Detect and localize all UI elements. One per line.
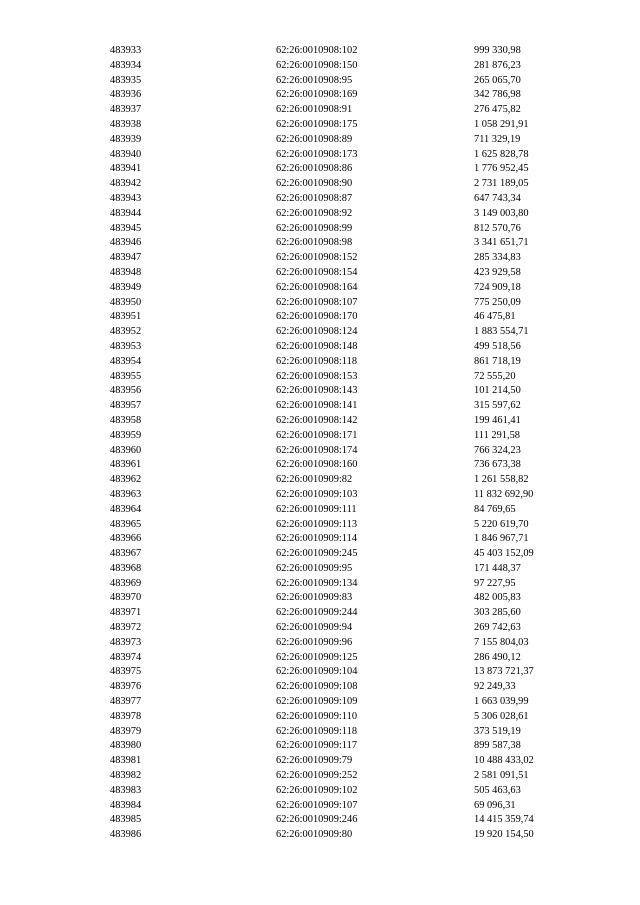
row-number: 483982 — [110, 770, 142, 782]
cadastral-value: 711 329,19 — [474, 133, 521, 145]
row-number: 483964 — [110, 503, 142, 515]
cadastral-number: 62:26:0010908:102 — [276, 45, 358, 56]
table-row — [110, 606, 584, 621]
table-row — [110, 532, 584, 547]
cadastral-value: 92 249,33 — [474, 681, 516, 693]
row-number: 483971 — [110, 607, 142, 619]
cadastral-value: 1 776 952,45 — [474, 163, 529, 175]
table-row — [110, 503, 584, 518]
table-row — [110, 399, 584, 414]
table-row — [110, 236, 584, 251]
cadastral-number: 62:26:0010908:142 — [276, 414, 358, 426]
row-number: 483963 — [110, 488, 142, 500]
row-number: 483961 — [110, 459, 142, 471]
cadastral-number: 62:26:0010908:118 — [276, 355, 358, 367]
table-row — [110, 591, 584, 606]
cadastral-number: 62:26:0010908:170 — [276, 311, 358, 323]
cadastral-number: 62:26:0010909:118 — [276, 725, 358, 737]
row-number: 483974 — [110, 651, 142, 663]
row-number: 483935 — [110, 74, 142, 86]
table-row — [110, 813, 584, 828]
cadastral-value: 13 873 721,37 — [474, 666, 534, 678]
cadastral-value: 499 518,56 — [474, 340, 521, 352]
row-number: 483944 — [110, 207, 142, 219]
cadastral-number: 62:26:0010908:87 — [276, 192, 353, 204]
row-number: 483952 — [110, 326, 142, 338]
row-number: 483934 — [110, 59, 142, 71]
cadastral-value: 861 718,19 — [474, 355, 521, 367]
row-number: 483941 — [110, 163, 142, 175]
row-number: 483978 — [110, 710, 142, 722]
cadastral-value: 736 673,38 — [474, 459, 521, 471]
cadastral-number: 62:26:0010908:164 — [276, 281, 358, 293]
cadastral-number: 62:26:0010908:154 — [276, 266, 358, 278]
cadastral-number: 62:26:0010909:111 — [276, 503, 357, 515]
row-number: 483965 — [110, 518, 142, 530]
table-row — [110, 725, 584, 740]
row-number: 483943 — [110, 192, 142, 204]
cadastral-value: 342 786,98 — [474, 89, 521, 101]
table-row — [110, 177, 584, 192]
cadastral-value: 812 570,76 — [474, 222, 521, 234]
table-row — [110, 799, 584, 814]
table-row — [110, 828, 584, 843]
cadastral-value: 281 876,23 — [474, 59, 521, 71]
table-row — [110, 340, 584, 355]
table-row — [110, 44, 584, 59]
table-row — [110, 148, 584, 163]
table-row — [110, 103, 584, 118]
table-row — [110, 370, 584, 385]
cadastral-number: 62:26:0010908:92 — [276, 207, 353, 219]
cadastral-value: 482 005,83 — [474, 592, 521, 604]
cadastral-number: 62:26:0010909:245 — [276, 548, 358, 560]
cadastral-value: 1 625 828,78 — [474, 148, 529, 160]
table-row — [110, 266, 584, 281]
cadastral-value: 724 909,18 — [474, 281, 521, 293]
table-row — [110, 74, 584, 89]
cadastral-number: 62:26:0010909:94 — [276, 622, 353, 634]
cadastral-number: 62:26:0010909:134 — [276, 577, 358, 589]
row-number: 483939 — [110, 133, 142, 145]
cadastral-value: 11 832 692,90 — [474, 488, 534, 500]
cadastral-value: 1 058 291,91 — [474, 118, 529, 130]
table-row — [110, 547, 584, 562]
row-number: 483969 — [110, 577, 142, 589]
cadastral-value: 2 581 091,51 — [474, 770, 529, 782]
table-row — [110, 88, 584, 103]
table-row — [110, 769, 584, 784]
row-number: 483981 — [110, 755, 142, 767]
cadastral-number: 62:26:0010908:148 — [276, 340, 358, 352]
cadastral-value: 1 883 554,71 — [474, 326, 529, 338]
cadastral-number: 62:26:0010908:107 — [276, 296, 358, 308]
cadastral-value: 999 330,98 — [474, 45, 521, 56]
cadastral-value: 7 155 804,03 — [474, 636, 529, 648]
cadastral-value: 269 742,63 — [474, 622, 521, 634]
table-row — [110, 636, 584, 651]
cadastral-number: 62:26:0010908:90 — [276, 178, 353, 190]
row-number: 483967 — [110, 548, 142, 560]
cadastral-value: 97 227,95 — [474, 577, 516, 589]
row-number: 483957 — [110, 400, 142, 412]
row-number: 483938 — [110, 118, 142, 130]
table-row — [110, 192, 584, 207]
cadastral-number: 62:26:0010908:174 — [276, 444, 358, 456]
cadastral-number: 62:26:0010908:124 — [276, 326, 358, 338]
cadastral-value: 276 475,82 — [474, 104, 521, 116]
cadastral-number: 62:26:0010909:102 — [276, 784, 358, 796]
cadastral-number: 62:26:0010908:95 — [276, 74, 353, 86]
cadastral-value: 84 769,65 — [474, 503, 516, 515]
table-row — [110, 488, 584, 503]
cadastral-value: 45 403 152,09 — [474, 548, 534, 560]
cadastral-number: 62:26:0010909:82 — [276, 474, 353, 486]
cadastral-value: 286 490,12 — [474, 651, 521, 663]
cadastral-number: 62:26:0010908:150 — [276, 59, 358, 71]
cadastral-number: 62:26:0010909:110 — [276, 710, 358, 722]
table-row — [110, 59, 584, 74]
cadastral-number: 62:26:0010908:152 — [276, 252, 358, 264]
cadastral-number: 62:26:0010908:89 — [276, 133, 353, 145]
cadastral-number: 62:26:0010909:104 — [276, 666, 358, 678]
row-number: 483959 — [110, 429, 142, 441]
row-number: 483983 — [110, 784, 142, 796]
row-number: 483948 — [110, 266, 142, 278]
table-row — [110, 473, 584, 488]
cadastral-number: 62:26:0010909:252 — [276, 770, 358, 782]
cadastral-value: 647 743,34 — [474, 192, 521, 204]
cadastral-value: 14 415 359,74 — [474, 814, 534, 826]
table-row — [110, 710, 584, 725]
row-number: 483973 — [110, 636, 142, 648]
cadastral-value: 3 341 651,71 — [474, 237, 529, 249]
table-row — [110, 754, 584, 769]
cadastral-value: 2 731 189,05 — [474, 178, 529, 190]
cadastral-number: 62:26:0010908:91 — [276, 104, 353, 116]
cadastral-number: 62:26:0010909:103 — [276, 488, 358, 500]
cadastral-value-table — [110, 44, 584, 843]
row-number: 483970 — [110, 592, 142, 604]
row-number: 483955 — [110, 370, 142, 382]
row-number: 483954 — [110, 355, 142, 367]
cadastral-value: 766 324,23 — [474, 444, 521, 456]
row-number: 483945 — [110, 222, 142, 234]
cadastral-number: 62:26:0010909:79 — [276, 755, 353, 767]
table-row — [110, 310, 584, 325]
row-number: 483958 — [110, 414, 142, 426]
cadastral-number: 62:26:0010908:171 — [276, 429, 358, 441]
cadastral-value: 199 461,41 — [474, 414, 521, 426]
cadastral-number: 62:26:0010909:117 — [276, 740, 358, 752]
cadastral-number: 62:26:0010909:108 — [276, 681, 358, 693]
row-number: 483940 — [110, 148, 142, 160]
table-row — [110, 251, 584, 266]
row-number: 483950 — [110, 296, 142, 308]
table-row — [110, 695, 584, 710]
table-row — [110, 429, 584, 444]
table-row — [110, 414, 584, 429]
table-row — [110, 384, 584, 399]
row-number: 483968 — [110, 562, 142, 574]
cadastral-number: 62:26:0010909:246 — [276, 814, 358, 826]
cadastral-value: 5 306 028,61 — [474, 710, 529, 722]
table-row — [110, 784, 584, 799]
row-number: 483942 — [110, 178, 142, 190]
cadastral-number: 62:26:0010909:244 — [276, 607, 358, 619]
row-number: 483951 — [110, 311, 142, 323]
row-number: 483977 — [110, 696, 142, 708]
row-number: 483936 — [110, 89, 142, 101]
cadastral-number: 62:26:0010908:86 — [276, 163, 353, 175]
row-number: 483933 — [110, 45, 142, 56]
cadastral-number: 62:26:0010909:114 — [276, 533, 358, 545]
row-number: 483937 — [110, 104, 142, 116]
cadastral-value: 1 846 967,71 — [474, 533, 529, 545]
table-row — [110, 562, 584, 577]
table-row — [110, 444, 584, 459]
row-number: 483979 — [110, 725, 142, 737]
table-body — [110, 44, 584, 843]
table-row — [110, 355, 584, 370]
row-number: 483976 — [110, 681, 142, 693]
row-number: 483975 — [110, 666, 142, 678]
table-row — [110, 222, 584, 237]
cadastral-number: 62:26:0010908:99 — [276, 222, 353, 234]
row-number: 483962 — [110, 474, 142, 486]
row-number: 483960 — [110, 444, 142, 456]
cadastral-value: 315 597,62 — [474, 400, 521, 412]
cadastral-value: 265 065,70 — [474, 74, 521, 86]
table-row — [110, 325, 584, 340]
table-row — [110, 296, 584, 311]
cadastral-value: 1 663 039,99 — [474, 696, 529, 708]
cadastral-number: 62:26:0010908:98 — [276, 237, 353, 249]
table-row — [110, 458, 584, 473]
cadastral-number: 62:26:0010908:175 — [276, 118, 358, 130]
cadastral-value: 423 929,58 — [474, 266, 521, 278]
cadastral-number: 62:26:0010909:95 — [276, 562, 353, 574]
table-row — [110, 680, 584, 695]
table-row — [110, 133, 584, 148]
cadastral-value: 10 488 433,02 — [474, 755, 534, 767]
cadastral-value: 69 096,31 — [474, 799, 516, 811]
cadastral-value: 3 149 003,80 — [474, 207, 529, 219]
row-number: 483949 — [110, 281, 142, 293]
cadastral-number: 62:26:0010909:113 — [276, 518, 358, 530]
cadastral-number: 62:26:0010908:143 — [276, 385, 358, 397]
cadastral-value: 899 587,38 — [474, 740, 521, 752]
table-row — [110, 162, 584, 177]
cadastral-value: 1 261 558,82 — [474, 474, 529, 486]
row-number: 483953 — [110, 340, 142, 352]
cadastral-value: 19 920 154,50 — [474, 829, 534, 841]
row-number: 483966 — [110, 533, 142, 545]
cadastral-value: 72 555,20 — [474, 370, 516, 382]
table-row — [110, 118, 584, 133]
row-number: 483986 — [110, 829, 142, 841]
cadastral-value: 101 214,50 — [474, 385, 521, 397]
cadastral-value: 285 334,83 — [474, 252, 521, 264]
row-number: 483980 — [110, 740, 142, 752]
cadastral-value: 775 250,09 — [474, 296, 521, 308]
row-number: 483956 — [110, 385, 142, 397]
row-number: 483947 — [110, 252, 142, 264]
cadastral-value: 46 475,81 — [474, 311, 516, 323]
cadastral-number: 62:26:0010909:83 — [276, 592, 353, 604]
cadastral-value: 373 519,19 — [474, 725, 521, 737]
cadastral-number: 62:26:0010909:107 — [276, 799, 358, 811]
cadastral-number: 62:26:0010908:160 — [276, 459, 358, 471]
table-row — [110, 651, 584, 666]
table-row — [110, 621, 584, 636]
cadastral-number: 62:26:0010908:169 — [276, 89, 358, 101]
cadastral-value: 303 285,60 — [474, 607, 521, 619]
table-row — [110, 281, 584, 296]
cadastral-value: 505 463,63 — [474, 784, 521, 796]
table-row — [110, 665, 584, 680]
table-row — [110, 577, 584, 592]
table-row — [110, 518, 584, 533]
cadastral-value: 171 448,37 — [474, 562, 521, 574]
row-number: 483984 — [110, 799, 142, 811]
table-row — [110, 207, 584, 222]
table-row — [110, 739, 584, 754]
cadastral-number: 62:26:0010909:125 — [276, 651, 358, 663]
row-number: 483946 — [110, 237, 142, 249]
row-number: 483985 — [110, 814, 142, 826]
cadastral-number: 62:26:0010909:96 — [276, 636, 353, 648]
cadastral-number: 62:26:0010909:80 — [276, 829, 353, 841]
cadastral-number: 62:26:0010908:141 — [276, 400, 358, 412]
row-number: 483972 — [110, 622, 142, 634]
cadastral-value: 111 291,58 — [474, 429, 520, 441]
cadastral-number: 62:26:0010909:109 — [276, 696, 358, 708]
cadastral-value: 5 220 619,70 — [474, 518, 529, 530]
cadastral-number: 62:26:0010908:153 — [276, 370, 358, 382]
cadastral-number: 62:26:0010908:173 — [276, 148, 358, 160]
